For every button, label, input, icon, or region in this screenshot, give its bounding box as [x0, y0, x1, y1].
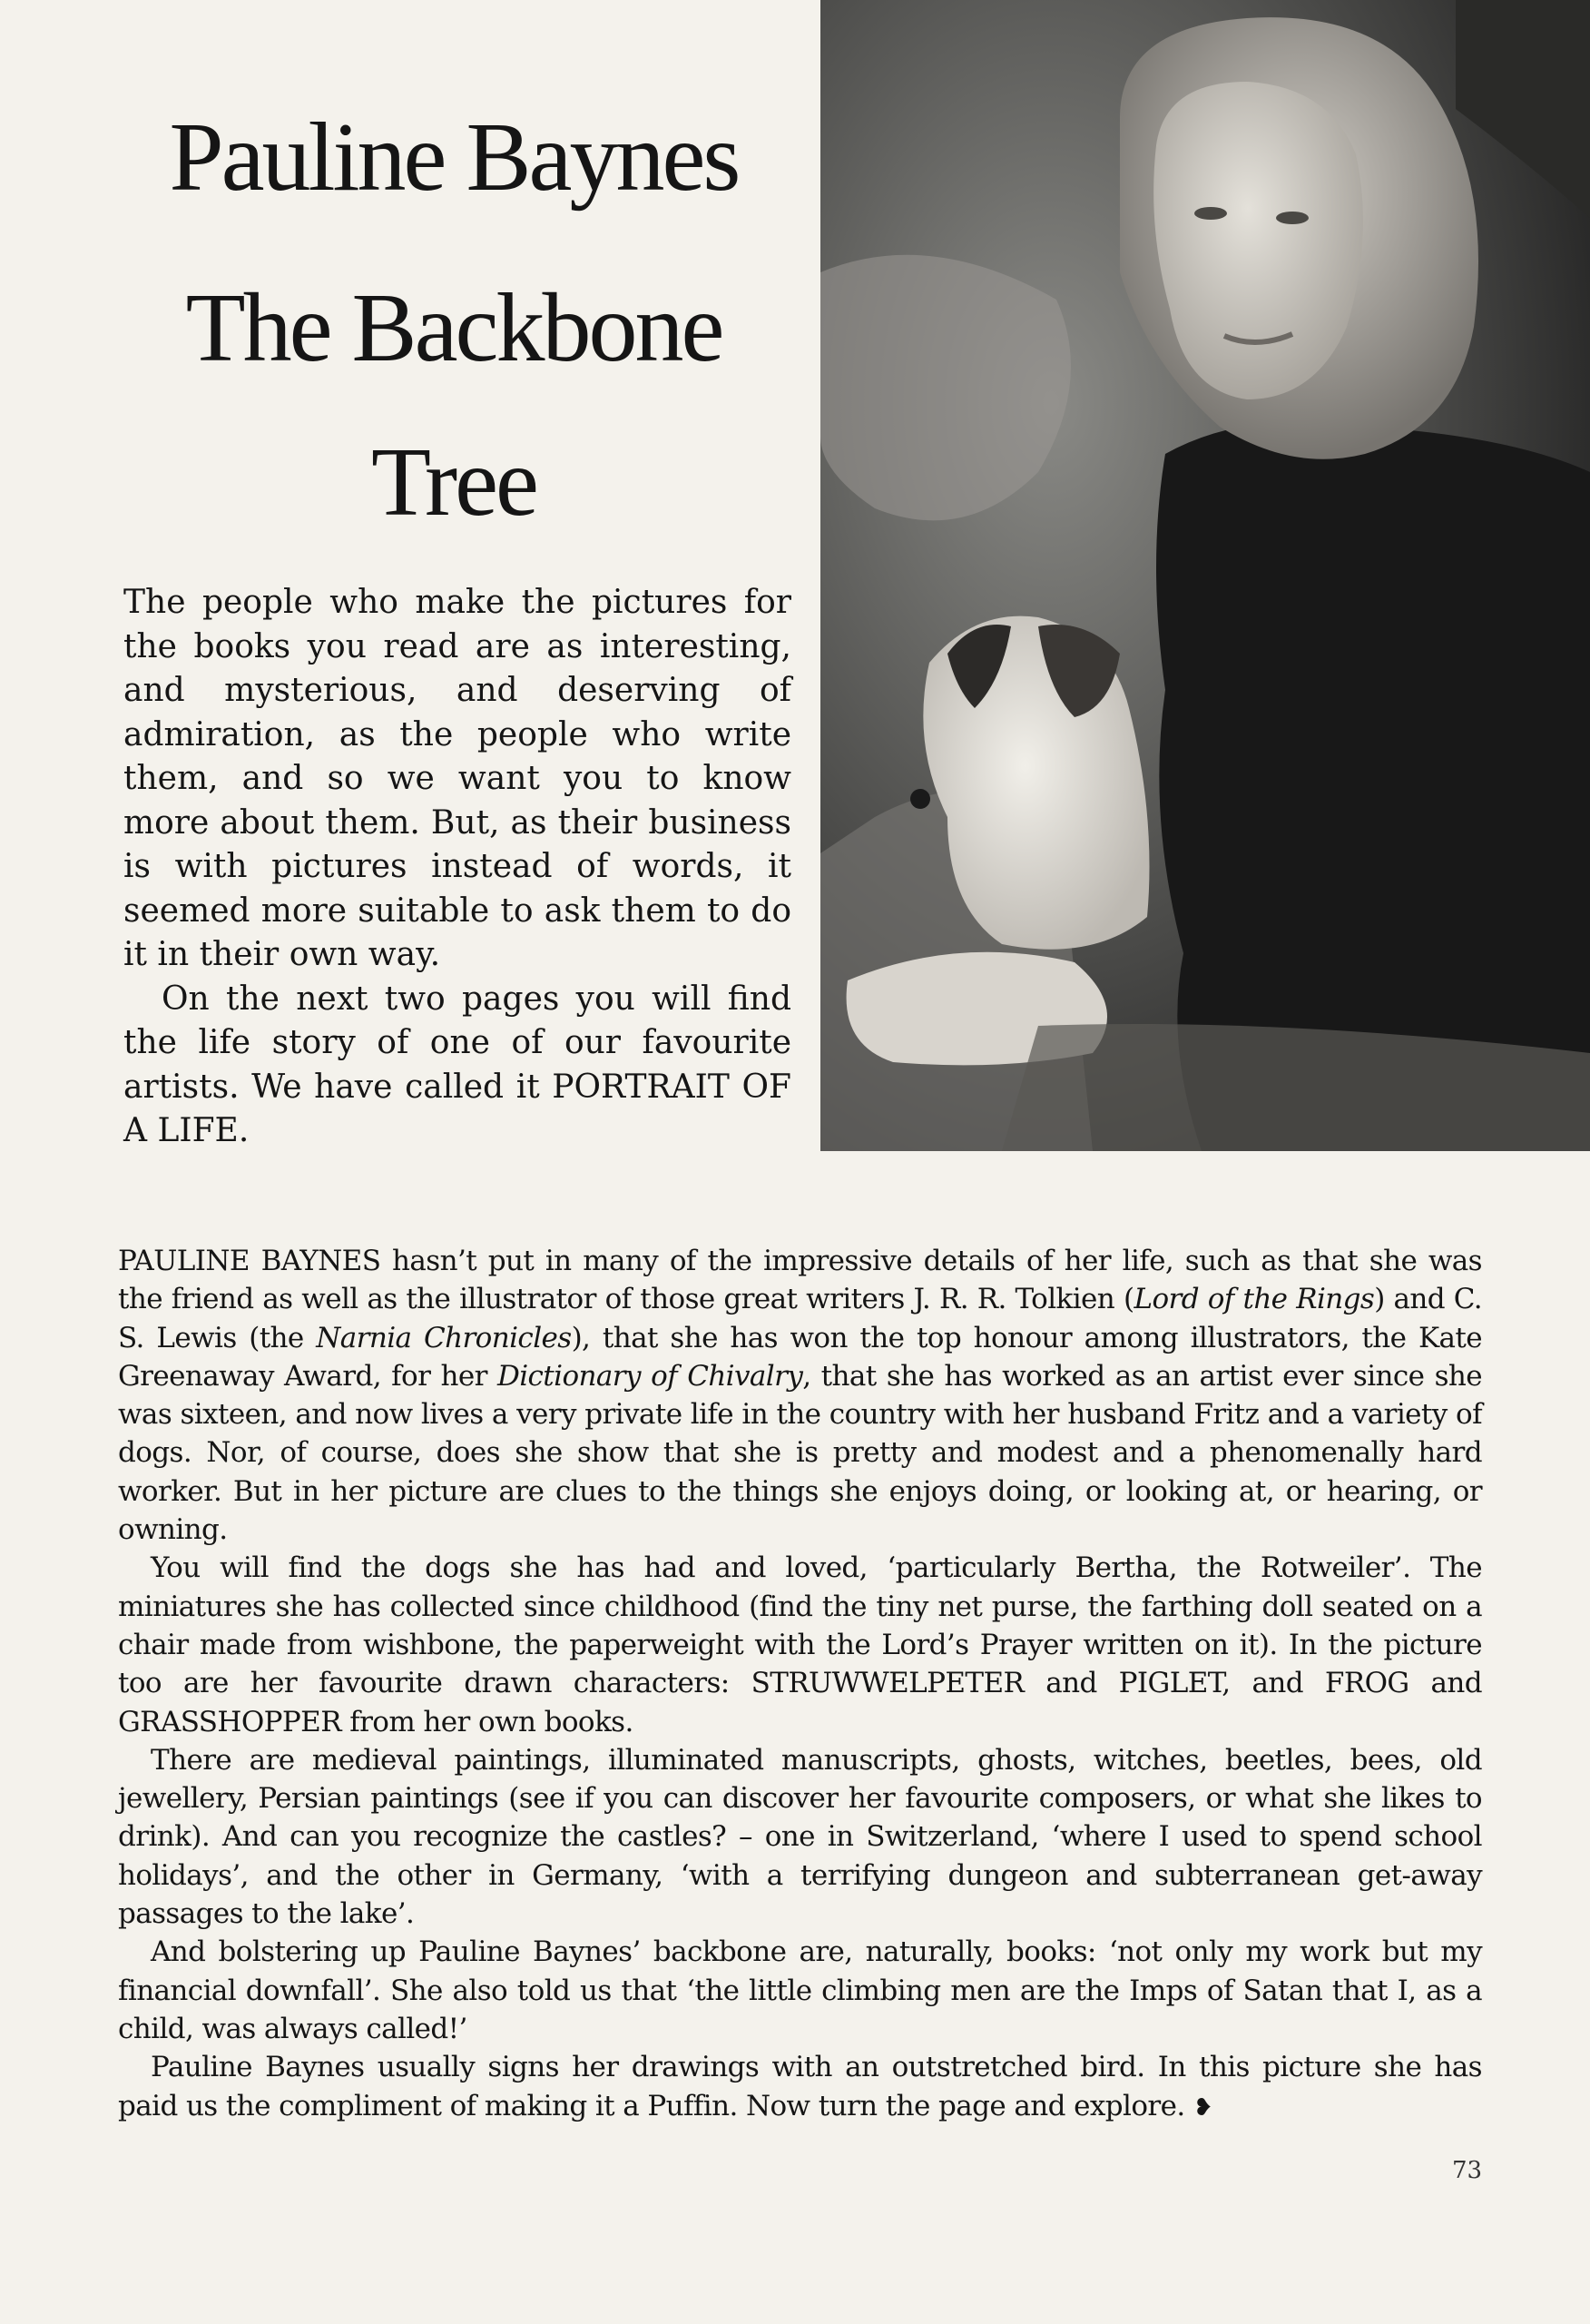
- portrait-photo-illustration: [820, 0, 1590, 1151]
- body-text: , that she has worked as an artist ever since she was sixteen, and now lives a very private life in the country with her husband Fritz and a variety of dogs. Nor, of course, does she show that she is pretty and modest and a phenomenally hard worker. But in her picture are clues to the things she enjoys doing, or looking at, or hearing, or owning.: [118, 1359, 1482, 1547]
- body-paragraph: [118, 1242, 1482, 1549]
- title-name: Pauline Baynes: [169, 103, 739, 212]
- body-paragraph: You will find the dogs she has had and loved, ‘particularly Bertha, the Rotweiler’. The miniatures she has collected since childhood (find the tiny net purse, the farthing doll seated on a chair made from wishbone, the paperweight with the Lord’s Prayer written on it). In the picture too are her favourite drawn characters: STRUWWELPETER and PIGLET, and FROG and GRASSHOPPER from her own books.: [118, 1551, 1482, 1738]
- body-text: ), that she has won the top honour among illustrators, the Kate Greenaway Award, for her: [118, 1321, 1482, 1393]
- title-subtitle-line2: Tree: [370, 428, 536, 537]
- body-text: PAULINE BAYNES hasn’t put in many of the impressive details of her life, such as that she was the friend as well as the illustrator of those great writers J. R. R. Tolkien (: [118, 1245, 1482, 1316]
- body-paragraph: And bolstering up Pauline Baynes’ backbone are, naturally, books: ‘not only my work but my financial downfall’. She also told us that ‘the little climbing men are the Imps of Satan that I, as a child, was always called!’: [118, 1935, 1482, 2045]
- intro-paragraph: On the next two pages you will find the life story of one of our favourite artists. We have called it PORTRAIT OF A LIFE.: [123, 980, 791, 1149]
- book-title: Narnia Chronicles: [316, 1321, 572, 1354]
- body-text: Pauline Baynes usually signs her drawings with an outstretched bird. In this picture she has paid us the compliment of making it a Puffin. Now turn the page and explore.: [118, 2051, 1482, 2122]
- intro-paragraph: The people who make the pictures for the books you read are as interesting, and mysterious, and deserving of admiration, as the people who write them, and so we want you to know more about them. But, as their business is with pictures instead of words, it seemed more suitable to ask them to do it in their own way.: [123, 584, 791, 973]
- body-text: ) and C. S. Lewis (the: [118, 1283, 1483, 1354]
- body-paragraph: [118, 2048, 1482, 2127]
- eye-left: [1194, 207, 1227, 220]
- page-number: 73: [1452, 2157, 1483, 2184]
- article-title: [109, 103, 799, 537]
- end-mark-icon: ❥: [1192, 2093, 1213, 2122]
- body-paragraph: There are medieval paintings, illuminated manuscripts, ghosts, witches, beetles, bees, old jewellery, Persian paintings (see if you can discover her favourite composers, or what she likes to drink). And can you recognize the castles? – one in Switzerland, ‘where I used to spend school holidays’, and the other in Germany, ‘with a terrifying dungeon and subterranean get-away passages to the lake’.: [118, 1743, 1482, 1931]
- face: [1153, 82, 1363, 399]
- book-title: Dictionary of Chivalry: [496, 1359, 803, 1393]
- dog-nose: [910, 789, 930, 809]
- intro-text: [123, 581, 791, 1154]
- eye-right: [1276, 212, 1309, 224]
- article-body: [118, 1242, 1482, 2127]
- portrait-photo: [820, 0, 1590, 1151]
- book-title: Lord of the Rings: [1134, 1283, 1375, 1316]
- title-subtitle-line1: The Backbone: [185, 274, 722, 382]
